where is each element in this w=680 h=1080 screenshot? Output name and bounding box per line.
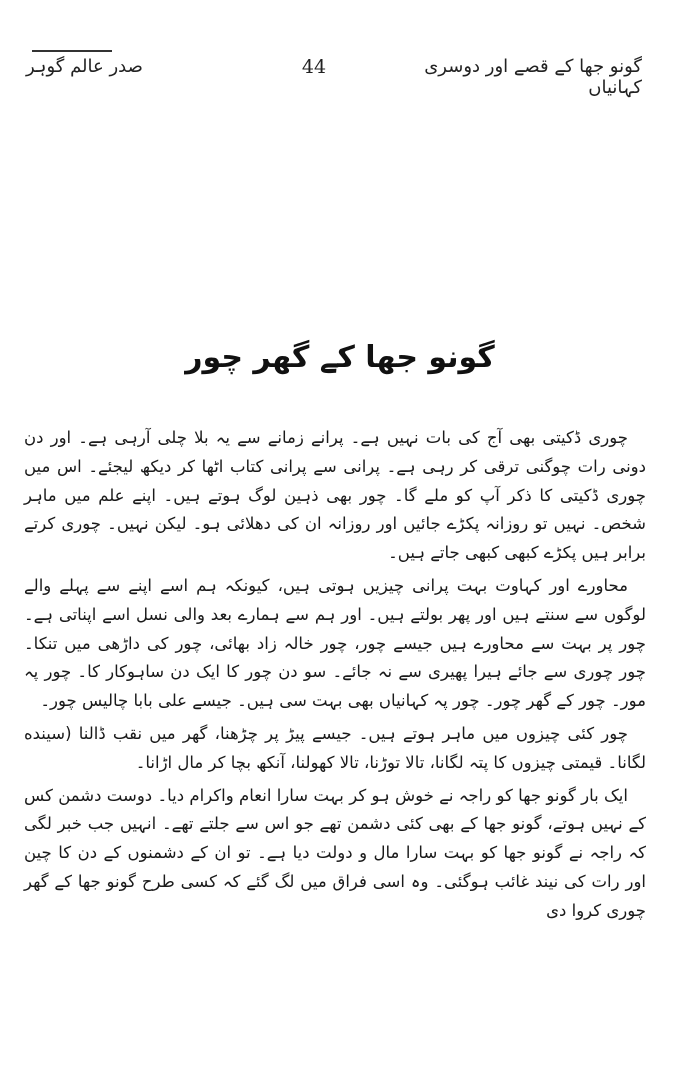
paragraph: محاورے اور کہاوت بہت پرانی چیزیں ہوتی ہیں، کیونکہ ہم اسے اپنے سے پہلے والے لوگوں سے سنتے ہیں اور پھر بولتے ہیں۔ اور ہم سے ہمارے بعد والی نسل اسے اپناتی ہے۔ چور پر بہت سے محاورے ہیں جیسے چور، چور خالہ زاد بھائی، چور کی داڑھی میں تنکا۔ چور چوری سے جائے ہیرا پھیری سے نہ جائے۔ سو دن چور کا ایک دن ساہوکار کا۔ چور پہ مور۔ چور کے گھر چور۔ چور پہ کہانیاں بھی بہت سی ہیں۔ جیسے علی بابا چالیس چور۔ <box>24 575 646 711</box>
author-name: صدر عالم گوہر <box>26 56 143 77</box>
chapter-title: گونو جھا کے گھر چور <box>185 340 495 375</box>
paragraph: چوری ڈکیتی بھی آج کی بات نہیں ہے۔ پرانے زمانے سے یہ بلا چلی آرہی ہے۔ اور دن دونی رات چوگنی ترقی کر رہی ہے۔ پرانی سے پرانی کتاب اٹھا کر دیکھ لیجئے۔ اس میں چوری ڈکیتی کا ذکر آپ کو ملے گا۔ چور بھی ذہین لوگ ہوتے ہیں۔ اپنے علم میں ماہر شخص۔ نہیں تو روزانہ پکڑے جائیں اور روزانہ ان کی دھلائی ہو۔ لیکن نہیں۔ چوری کرتے برابر ہیں پکڑے کبھی کبھی جاتے ہیں۔ <box>24 428 646 563</box>
paragraph: ایک بار گونو جھا کو راجہ نے خوش ہو کر بہت سارا انعام واکرام دیا۔ دوست دشمن کس کے نہیں ہوتے، گونو جھا کے بھی کئی دشمن تھے جو اس سے جلتے تھے۔ انہیں جب خبر لگی کہ راجہ نے گونو جھا کو بہت سارا مال و دولت دیا ہے۔ تو ان کے دشمنوں کے دن کا چین اور رات کی نیند غائب ہوگئی۔ وہ اسی فراق میں لگ گئے کہ کسی طرح گونو جھا کے گھر چوری کروا دی <box>24 785 646 920</box>
page-number: 44 <box>301 56 327 78</box>
header-rule <box>32 50 112 52</box>
body-text <box>24 424 646 930</box>
running-header-title: گونو جھا کے قصے اور دوسری کہانیاں <box>424 56 642 98</box>
running-header-author <box>26 56 226 77</box>
paragraph: چور کئی چیزوں میں ماہر ہوتے ہیں۔ جیسے پیڑ پر چڑھنا، گھر میں نقب ڈالنا (سینده لگانا۔ قیمتی چیزوں کا پتہ لگانا، تالا توڑنا، تالا کھولنا، آنکھ بچا کر مال اڑانا۔ <box>24 723 646 772</box>
